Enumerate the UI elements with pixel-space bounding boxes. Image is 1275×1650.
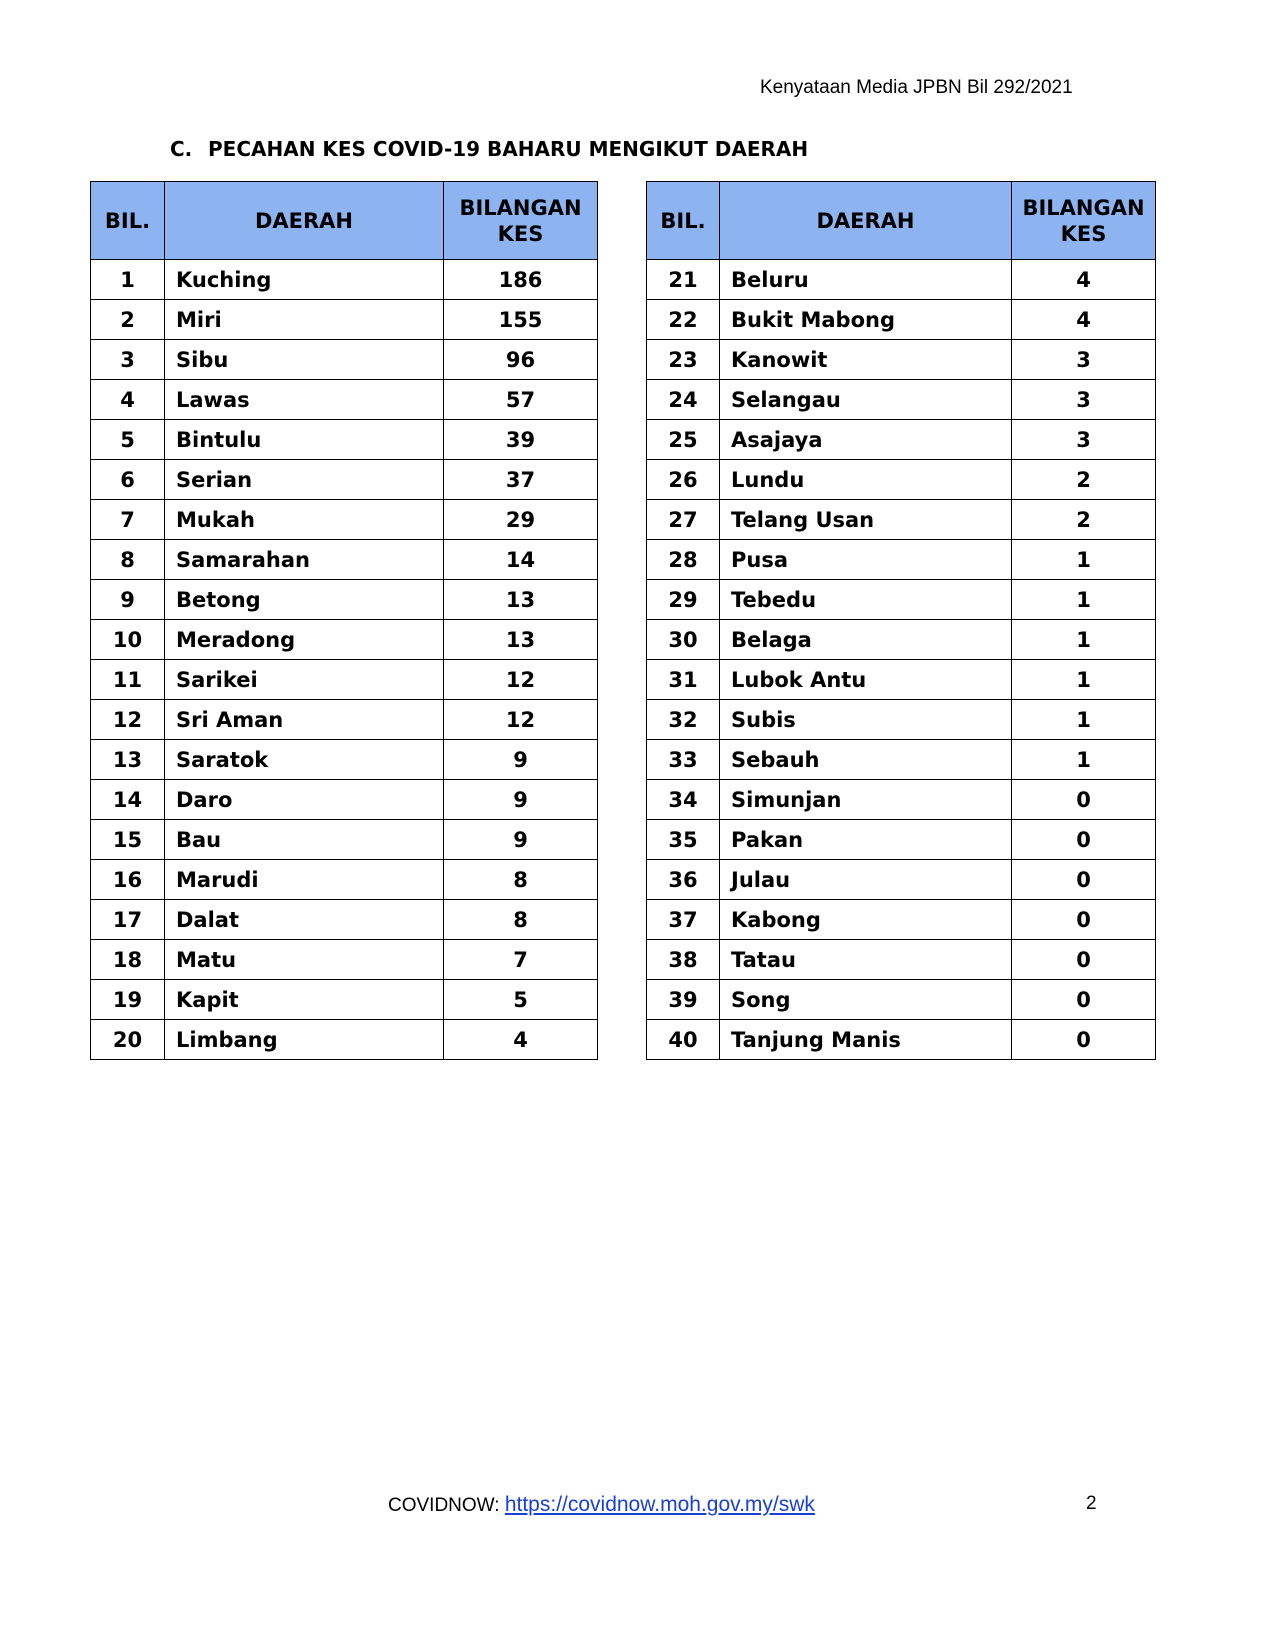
cell-bilangan-kes: 14 bbox=[444, 540, 598, 580]
cell-bilangan-kes: 4 bbox=[444, 1020, 598, 1060]
table-row bbox=[647, 380, 1156, 420]
cell-bilangan-kes: 4 bbox=[1012, 260, 1156, 300]
table-row bbox=[91, 820, 598, 860]
district-cases-table-left bbox=[90, 181, 598, 1060]
cell-daerah: Tanjung Manis bbox=[720, 1020, 1012, 1060]
footer bbox=[388, 1493, 815, 1517]
cell-bil: 14 bbox=[91, 780, 165, 820]
cell-bil: 39 bbox=[647, 980, 720, 1020]
table-row bbox=[91, 500, 598, 540]
cell-daerah: Mukah bbox=[165, 500, 444, 540]
cell-daerah: Serian bbox=[165, 460, 444, 500]
cell-bilangan-kes: 1 bbox=[1012, 660, 1156, 700]
cell-bilangan-kes: 3 bbox=[1012, 340, 1156, 380]
table-row bbox=[647, 1020, 1156, 1060]
cell-bilangan-kes: 9 bbox=[444, 740, 598, 780]
cell-bil: 33 bbox=[647, 740, 720, 780]
cell-bil: 3 bbox=[91, 340, 165, 380]
cell-bil: 8 bbox=[91, 540, 165, 580]
cell-bilangan-kes: 155 bbox=[444, 300, 598, 340]
cell-bil: 4 bbox=[91, 380, 165, 420]
table-row bbox=[91, 340, 598, 380]
cell-bil: 10 bbox=[91, 620, 165, 660]
cell-bil: 5 bbox=[91, 420, 165, 460]
table-row bbox=[91, 740, 598, 780]
cell-bil: 1 bbox=[91, 260, 165, 300]
table-row bbox=[91, 940, 598, 980]
table-row bbox=[647, 620, 1156, 660]
table-row bbox=[647, 740, 1156, 780]
cell-bilangan-kes: 7 bbox=[444, 940, 598, 980]
cell-bil: 30 bbox=[647, 620, 720, 660]
cell-daerah: Lundu bbox=[720, 460, 1012, 500]
covidnow-link[interactable]: https://covidnow.moh.gov.my/swk bbox=[504, 1493, 815, 1516]
cell-daerah: Song bbox=[720, 980, 1012, 1020]
cell-bil: 7 bbox=[91, 500, 165, 540]
table-row bbox=[91, 900, 598, 940]
table-row bbox=[91, 420, 598, 460]
cell-bil: 18 bbox=[91, 940, 165, 980]
cell-bil: 19 bbox=[91, 980, 165, 1020]
cell-bilangan-kes: 12 bbox=[444, 660, 598, 700]
header-bilangan-line: BILANGAN bbox=[459, 195, 582, 220]
table-row bbox=[647, 300, 1156, 340]
cell-bil: 27 bbox=[647, 500, 720, 540]
cell-bil: 13 bbox=[91, 740, 165, 780]
table-row bbox=[647, 780, 1156, 820]
cell-daerah: Pusa bbox=[720, 540, 1012, 580]
cell-bilangan-kes: 29 bbox=[444, 500, 598, 540]
cell-bilangan-kes: 186 bbox=[444, 260, 598, 300]
table-row bbox=[91, 620, 598, 660]
table-row bbox=[91, 980, 598, 1020]
section-letter: C. bbox=[170, 137, 193, 161]
header-bilangan-kes bbox=[1012, 182, 1156, 260]
cell-bil: 31 bbox=[647, 660, 720, 700]
table-row bbox=[647, 900, 1156, 940]
header-bil: BIL. bbox=[91, 182, 165, 260]
table-row bbox=[91, 380, 598, 420]
cell-bilangan-kes: 1 bbox=[1012, 580, 1156, 620]
cell-daerah: Subis bbox=[720, 700, 1012, 740]
cell-bilangan-kes: 0 bbox=[1012, 1020, 1156, 1060]
cell-daerah: Telang Usan bbox=[720, 500, 1012, 540]
cell-bilangan-kes: 96 bbox=[444, 340, 598, 380]
cell-daerah: Kuching bbox=[165, 260, 444, 300]
cell-bilangan-kes: 0 bbox=[1012, 820, 1156, 860]
table-row bbox=[647, 540, 1156, 580]
table-row bbox=[647, 980, 1156, 1020]
table-header-row bbox=[647, 182, 1156, 260]
cell-daerah: Tebedu bbox=[720, 580, 1012, 620]
cell-daerah: Belaga bbox=[720, 620, 1012, 660]
cell-bilangan-kes: 9 bbox=[444, 820, 598, 860]
table-row bbox=[91, 660, 598, 700]
cell-daerah: Kabong bbox=[720, 900, 1012, 940]
cell-bil: 34 bbox=[647, 780, 720, 820]
header-daerah: DAERAH bbox=[720, 182, 1012, 260]
cell-daerah: Meradong bbox=[165, 620, 444, 660]
table-row bbox=[91, 300, 598, 340]
table-row bbox=[647, 460, 1156, 500]
cell-bilangan-kes: 12 bbox=[444, 700, 598, 740]
cell-bil: 36 bbox=[647, 860, 720, 900]
table-row bbox=[91, 860, 598, 900]
table-body bbox=[647, 260, 1156, 1060]
cell-daerah: Matu bbox=[165, 940, 444, 980]
cell-daerah: Pakan bbox=[720, 820, 1012, 860]
table-row bbox=[647, 860, 1156, 900]
cell-bil: 24 bbox=[647, 380, 720, 420]
cell-daerah: Sri Aman bbox=[165, 700, 444, 740]
cell-bilangan-kes: 5 bbox=[444, 980, 598, 1020]
table-row bbox=[647, 700, 1156, 740]
header-bilangan-kes bbox=[444, 182, 598, 260]
table-row bbox=[91, 260, 598, 300]
cell-bilangan-kes: 0 bbox=[1012, 980, 1156, 1020]
table-row bbox=[91, 700, 598, 740]
cell-bilangan-kes: 1 bbox=[1012, 740, 1156, 780]
header-bil: BIL. bbox=[647, 182, 720, 260]
cell-bil: 28 bbox=[647, 540, 720, 580]
header-daerah: DAERAH bbox=[165, 182, 444, 260]
cell-bil: 35 bbox=[647, 820, 720, 860]
cell-daerah: Tatau bbox=[720, 940, 1012, 980]
table-row bbox=[647, 580, 1156, 620]
cell-bil: 17 bbox=[91, 900, 165, 940]
table-row bbox=[91, 780, 598, 820]
cell-daerah: Lubok Antu bbox=[720, 660, 1012, 700]
cell-daerah: Saratok bbox=[165, 740, 444, 780]
table-row bbox=[647, 660, 1156, 700]
cell-daerah: Daro bbox=[165, 780, 444, 820]
table-row bbox=[647, 260, 1156, 300]
document-reference: Kenyataan Media JPBN Bil 292/2021 bbox=[760, 77, 1073, 98]
cell-bil: 29 bbox=[647, 580, 720, 620]
cell-bilangan-kes: 4 bbox=[1012, 300, 1156, 340]
cell-bilangan-kes: 39 bbox=[444, 420, 598, 460]
cell-daerah: Marudi bbox=[165, 860, 444, 900]
cell-daerah: Lawas bbox=[165, 380, 444, 420]
cell-bilangan-kes: 3 bbox=[1012, 420, 1156, 460]
header-kes-line: KES bbox=[1060, 221, 1107, 246]
cell-bilangan-kes: 0 bbox=[1012, 900, 1156, 940]
cell-bilangan-kes: 3 bbox=[1012, 380, 1156, 420]
cell-bil: 16 bbox=[91, 860, 165, 900]
cell-bil: 32 bbox=[647, 700, 720, 740]
cell-daerah: Miri bbox=[165, 300, 444, 340]
table-body bbox=[91, 260, 598, 1060]
table-row bbox=[91, 540, 598, 580]
cell-daerah: Julau bbox=[720, 860, 1012, 900]
cell-bil: 6 bbox=[91, 460, 165, 500]
cell-bilangan-kes: 13 bbox=[444, 580, 598, 620]
cell-bilangan-kes: 2 bbox=[1012, 460, 1156, 500]
table-row bbox=[647, 420, 1156, 460]
cell-bil: 12 bbox=[91, 700, 165, 740]
cell-bil: 2 bbox=[91, 300, 165, 340]
cell-bilangan-kes: 13 bbox=[444, 620, 598, 660]
cell-daerah: Asajaya bbox=[720, 420, 1012, 460]
cell-bil: 22 bbox=[647, 300, 720, 340]
cell-daerah: Bintulu bbox=[165, 420, 444, 460]
section-title: PECAHAN KES COVID-19 BAHARU MENGIKUT DAERAH bbox=[208, 137, 809, 161]
cell-daerah: Beluru bbox=[720, 260, 1012, 300]
cell-daerah: Simunjan bbox=[720, 780, 1012, 820]
cell-bil: 38 bbox=[647, 940, 720, 980]
cell-bil: 23 bbox=[647, 340, 720, 380]
cell-bil: 9 bbox=[91, 580, 165, 620]
cell-bilangan-kes: 57 bbox=[444, 380, 598, 420]
cell-bilangan-kes: 1 bbox=[1012, 620, 1156, 660]
cell-daerah: Bukit Mabong bbox=[720, 300, 1012, 340]
cell-daerah: Selangau bbox=[720, 380, 1012, 420]
cell-bilangan-kes: 2 bbox=[1012, 500, 1156, 540]
table-row bbox=[647, 500, 1156, 540]
page-number: 2 bbox=[1086, 1493, 1097, 1514]
cell-bil: 40 bbox=[647, 1020, 720, 1060]
cell-daerah: Betong bbox=[165, 580, 444, 620]
table-row bbox=[647, 820, 1156, 860]
table-header-row bbox=[91, 182, 598, 260]
cell-bil: 25 bbox=[647, 420, 720, 460]
cell-daerah: Kanowit bbox=[720, 340, 1012, 380]
cell-bilangan-kes: 0 bbox=[1012, 860, 1156, 900]
cell-daerah: Sibu bbox=[165, 340, 444, 380]
footer-label: COVIDNOW: bbox=[388, 1495, 500, 1516]
table-row bbox=[647, 940, 1156, 980]
cell-daerah: Dalat bbox=[165, 900, 444, 940]
cell-daerah: Sebauh bbox=[720, 740, 1012, 780]
cell-bilangan-kes: 8 bbox=[444, 860, 598, 900]
cell-daerah: Kapit bbox=[165, 980, 444, 1020]
cell-bilangan-kes: 9 bbox=[444, 780, 598, 820]
cell-bilangan-kes: 1 bbox=[1012, 540, 1156, 580]
table-row bbox=[91, 460, 598, 500]
cell-bil: 26 bbox=[647, 460, 720, 500]
table-row bbox=[91, 580, 598, 620]
cell-bil: 11 bbox=[91, 660, 165, 700]
cell-bil: 20 bbox=[91, 1020, 165, 1060]
cell-bil: 15 bbox=[91, 820, 165, 860]
cell-bilangan-kes: 0 bbox=[1012, 940, 1156, 980]
cell-bil: 37 bbox=[647, 900, 720, 940]
cell-bilangan-kes: 0 bbox=[1012, 780, 1156, 820]
table-row bbox=[91, 1020, 598, 1060]
cell-bilangan-kes: 37 bbox=[444, 460, 598, 500]
cell-daerah: Samarahan bbox=[165, 540, 444, 580]
cell-bilangan-kes: 8 bbox=[444, 900, 598, 940]
header-kes-line: KES bbox=[497, 221, 544, 246]
cell-daerah: Limbang bbox=[165, 1020, 444, 1060]
cell-bilangan-kes: 1 bbox=[1012, 700, 1156, 740]
table-row bbox=[647, 340, 1156, 380]
cell-daerah: Bau bbox=[165, 820, 444, 860]
cell-bil: 21 bbox=[647, 260, 720, 300]
district-cases-table-right bbox=[646, 181, 1156, 1060]
cell-daerah: Sarikei bbox=[165, 660, 444, 700]
section-heading bbox=[170, 137, 808, 161]
header-bilangan-line: BILANGAN bbox=[1022, 195, 1145, 220]
